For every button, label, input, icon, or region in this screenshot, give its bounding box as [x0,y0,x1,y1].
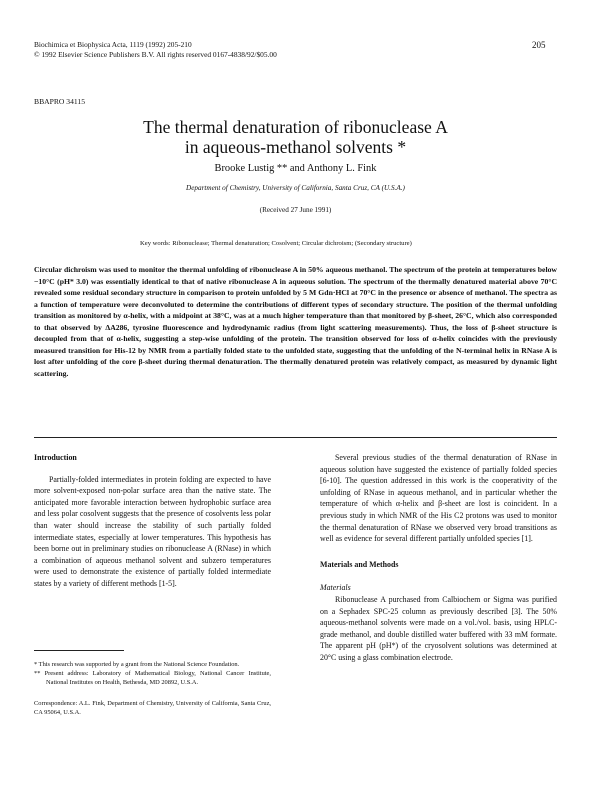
introduction-paragraph: Partially-folded intermediates in protein folding are expected to have more solvent-exposed non-polar surface area than the native state. The anticipated more favorable interaction between hydrophobic surface area and less polar cosolvent suggests that the presence of cosolvents less polar than water should increase the stability of such partially folded intermediate states, especially at lower temperatures. This hypothesis has been borne out in preliminary studies on ribonuclease A (RNase) in which a combination of aqueous methanol solvent and subzero temperatures were used to demonstrate the existence of partially folded intermediate states by a variety of different methods [1-5]. [34,474,271,588]
affiliation: Department of Chemistry, University of California, Santa Cruz, CA (U.S.A.) [186,184,405,192]
journal-header [34,40,414,60]
materials-subheading: Materials [320,583,351,593]
left-column [34,452,271,590]
correspondence-note: Correspondence: A.L. Fink, Department of Chemistry, University of California, Santa Cruz, CA 95064, U.S.A. [34,699,271,716]
footnote-address: ** Present address: Laboratory of Mathematical Biology, National Cancer Institute, National Institutes on Health, Bethesda, MD 20892, U.S.A. [34,670,271,687]
received-date: (Received 27 June 1991) [259,206,332,214]
materials-paragraph: Ribonuclease A purchased from Calbiochem or Sigma was purified on a Sephadex SPC-25 column as previously described [3]. The 50% aqueous-methanol solvents were made on a vol./vol. basis, using HPLC-grade methanol, and double distilled water buffered with 33 mM formate. The apparent pH (pH*) of the cryosolvent solutions was determined at 20°C using a glass combination electrode. [320,594,557,662]
footnotes [34,660,271,717]
author-list: Brooke Lustig ** and Anthony L. Fink [214,163,377,174]
keywords: Key words: Ribonuclease; Thermal denaturation; Cosolvent; Circular dichroism; (Secondary structure) [140,240,412,247]
title-line-2: in aqueous-methanol solvents * [184,137,407,157]
intro-right-paragraph: Several previous studies of the thermal denaturation of RNase in aqueous solution have suggested the existence of partially folded species [6-10]. The question addressed in this work is the cooperativity of the unfolding of RNase in aqueous methanol, and in particular whether the temperature of which α-helix and β-sheet are lost is coincident. In a previous study in which NMR of the His C2 protons was used to monitor the thermal denaturation of RNase we observed very broad transitions as well as evidence for several different partially unfolded species [1]. [320,453,557,544]
right-column [320,452,557,664]
footnote-funding: * This research was supported by a grant from the National Science Foundation. [34,661,240,668]
journal-citation: Biochimica et Biophysica Acta, 1119 (1992) 205-210 [34,40,192,49]
footnote-rule [34,650,124,651]
page-number: 205 [532,40,546,50]
introduction-heading: Introduction [34,453,77,462]
paper-title [34,117,557,157]
methods-heading: Materials and Methods [320,559,399,569]
section-divider [34,437,557,438]
abstract: Circular dichroism was used to monitor the thermal unfolding of ribonuclease A in 50% aqueous methanol. The spectrum of the protein at temperatures below −10°C (pH* 3.0) was essentially identical to that of native ribonuclease A in aqueous solution. The spectrum of the thermally denatured material above 70°C revealed some residual secondary structure in comparison to protein unfolded by 5 M Gdn·HCl at 70°C in the presence or absence of methanol. The spectra as a function of temperature were deconvoluted to determine the contributions of different types of secondary structure. The position of the thermal unfolding transition as monitored by α-helix, with a midpoint at 38°C, was at a much higher temperature than that monitored by β-sheet, 26°C, which also corresponded to that observed by ΔA286, tyrosine fluorescence and hydrodynamic radius (from light scattering measurements). Thus, the loss of β-sheet structure is decoupled from that of α-helix, suggesting a step-wise unfolding of the protein. The transition observed for loss of α-helix coincides with the previously measured transition for His-12 by NMR from a partially folded state to the unfolded state, suggesting that the unfolding of the N-terminal helix in RNase A is lost after unfolding of the core β-sheet during thermal denaturation. The thermally denatured protein was relatively compact, as measured by dynamic light scattering. [34,265,557,378]
copyright-line: © 1992 Elsevier Science Publishers B.V. All rights reserved 0167-4838/92/$05.00 [34,50,277,59]
title-line-1: The thermal denaturation of ribonuclease A [143,117,448,137]
article-code: BBAPRO 34115 [34,97,85,106]
